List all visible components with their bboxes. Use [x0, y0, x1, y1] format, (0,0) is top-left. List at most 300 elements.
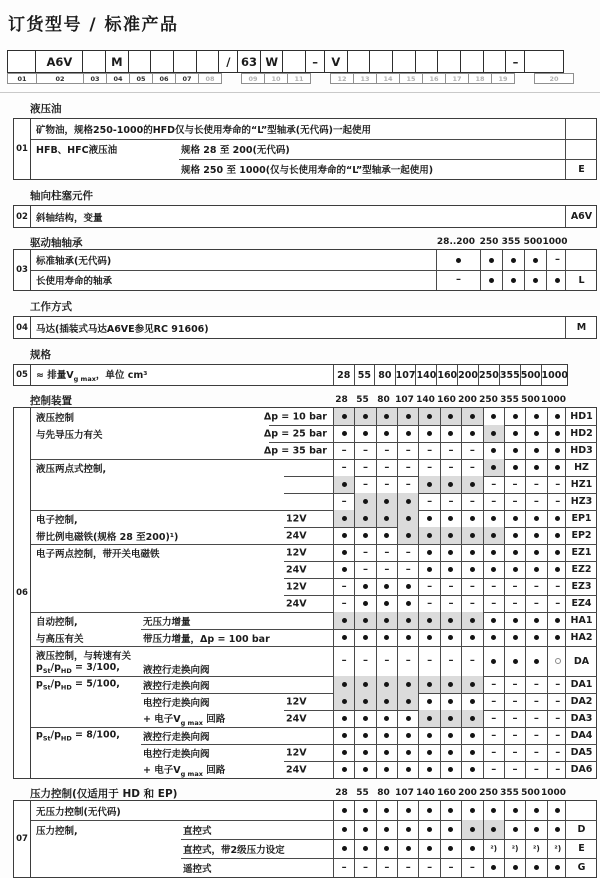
dot-icon [513, 465, 518, 470]
dash-icon: – [469, 861, 475, 873]
position-number: 02 [36, 73, 84, 84]
matrix-cell [440, 510, 461, 527]
table-row [31, 159, 597, 179]
row-sublabel: 规格 250 至 1000(仅与长使用寿命的“L”型轴承一起使用) [181, 165, 434, 176]
order-code-box-label: M [111, 54, 123, 69]
column-header: 28..200 [436, 236, 476, 247]
position-number: 18 [468, 73, 492, 84]
column-header: 107 [395, 787, 414, 798]
code-cell: G [565, 858, 597, 877]
matrix-cell [461, 544, 482, 561]
size-column-headers [434, 235, 566, 248]
dot-icon [491, 533, 496, 538]
dot-icon [491, 431, 496, 436]
matrix-cell [440, 629, 461, 646]
matrix-cell [461, 761, 482, 778]
row-label: 无压力控制(无代码) [36, 806, 121, 818]
circle-icon [555, 658, 561, 664]
order-code-box-label: / [226, 54, 231, 69]
section-title: 压力控制(仅适用于 HD 和 EP) [30, 788, 178, 800]
code-cell: HD2 [565, 425, 597, 442]
matrix-cell [504, 510, 525, 527]
order-code-box [237, 50, 261, 73]
dash-icon: – [533, 678, 539, 690]
dot-icon [384, 618, 389, 623]
dot-icon [534, 618, 539, 623]
dash-icon: – [555, 580, 561, 592]
matrix-cell [418, 493, 439, 510]
matrix-cell [483, 493, 504, 510]
table-row [31, 442, 597, 459]
dot-icon [363, 499, 368, 504]
table-row [31, 139, 597, 159]
dash-icon: – [555, 729, 561, 741]
table-row [31, 629, 597, 646]
dot-icon [406, 699, 411, 704]
matrix-cell [376, 527, 397, 544]
matrix-cell [376, 839, 397, 858]
dash-icon: – [427, 444, 433, 456]
code-cell: EZ4 [565, 595, 597, 612]
dot-icon [513, 414, 518, 419]
matrix-cell [333, 578, 354, 595]
matrix-cell [397, 820, 418, 839]
matrix-cell [354, 408, 375, 425]
position-number: 04 [106, 73, 130, 84]
matrix-cell [397, 693, 418, 710]
matrix-cell [418, 442, 439, 459]
dot-icon [534, 465, 539, 470]
column-header: 107 [395, 394, 414, 405]
matrix-cell [504, 761, 525, 778]
dot-icon [448, 567, 453, 572]
dot-icon [555, 516, 560, 521]
dot-icon [342, 716, 347, 721]
dot-icon [384, 716, 389, 721]
dot-icon [555, 865, 560, 870]
column-header: 200 [458, 394, 477, 405]
size-cell: 107 [395, 365, 416, 385]
order-code-box-label: – [312, 54, 319, 69]
availability-cells [333, 425, 568, 442]
matrix-cell [376, 476, 397, 493]
matrix-cell [397, 858, 418, 877]
row-sublabel: Δp = 10 bar [263, 411, 327, 422]
matrix-cell [333, 761, 354, 778]
section-title: 工作方式 [30, 301, 72, 313]
matrix-cell [504, 544, 525, 561]
dot-icon [470, 750, 475, 755]
matrix-cell [525, 629, 546, 646]
matrix-cell [504, 578, 525, 595]
row-sublabel: 带压力增量，Δp = 100 bar [143, 633, 270, 645]
dot-icon [363, 584, 368, 589]
matrix-cell [376, 646, 397, 676]
dot-icon [470, 414, 475, 419]
matrix-cell [376, 408, 397, 425]
dash-icon: – [384, 546, 390, 558]
order-code-box-label: A6V [46, 54, 73, 69]
matrix-cell [376, 744, 397, 761]
order-code-box [524, 50, 564, 73]
column-header: 160 [437, 787, 456, 798]
matrix-cell [333, 476, 354, 493]
matrix-cell [436, 270, 480, 290]
matrix-cell [504, 858, 525, 877]
dash-icon: – [448, 580, 454, 592]
matrix-cell [483, 676, 504, 693]
dash-icon: – [533, 746, 539, 758]
matrix-cell [483, 693, 504, 710]
availability-cells [333, 858, 568, 877]
dot-icon [491, 827, 496, 832]
footnote-2-marker: ²) [490, 843, 498, 853]
matrix-cell [333, 693, 354, 710]
row-label: HFB、HFC液压油 [36, 145, 118, 156]
voltage-label: 12V [286, 581, 307, 592]
dot-icon [342, 733, 347, 738]
column-header: 200 [458, 787, 477, 798]
table-row [31, 676, 597, 693]
code-cell [565, 250, 597, 270]
dot-icon [491, 808, 496, 813]
dot-icon [342, 550, 347, 555]
section-table [13, 205, 597, 228]
matrix-cell [418, 761, 439, 778]
position-number: 20 [534, 73, 574, 84]
matrix-cell [354, 820, 375, 839]
dot-icon [448, 482, 453, 487]
section-number: 02 [14, 206, 31, 227]
separator-box [505, 50, 525, 73]
matrix-cell [504, 727, 525, 744]
matrix-cell [418, 544, 439, 561]
matrix-cell [376, 801, 397, 820]
size-cell: 55 [354, 365, 375, 385]
dot-icon [406, 431, 411, 436]
matrix-cell [333, 612, 354, 629]
matrix-cell [418, 459, 439, 476]
divider-rule [0, 92, 600, 93]
dot-icon [491, 448, 496, 453]
dash-icon: – [555, 746, 561, 758]
position-number: 01 [7, 73, 37, 84]
size-cell: 355 [499, 365, 520, 385]
matrix-cell [333, 839, 354, 858]
dot-icon [534, 827, 539, 832]
matrix-cell [440, 459, 461, 476]
column-header: 355 [500, 394, 519, 405]
matrix-cell [397, 676, 418, 693]
availability-cells [333, 510, 568, 527]
dot-icon [513, 431, 518, 436]
dash-icon: – [491, 580, 497, 592]
section-title: 规格 [30, 349, 51, 361]
table-row [31, 612, 597, 629]
matrix-cell [525, 459, 546, 476]
matrix-cell [461, 801, 482, 820]
section-number: 04 [14, 317, 31, 338]
order-code-strip [8, 50, 600, 73]
dot-icon [489, 278, 494, 283]
matrix-cell [418, 710, 439, 727]
dot-icon [384, 699, 389, 704]
dot-icon [513, 635, 518, 640]
matrix-cell [440, 710, 461, 727]
table-row [31, 119, 597, 139]
dot-icon [406, 516, 411, 521]
row-separator [179, 159, 597, 160]
row-sublabel: 电控行走换向阀 [143, 748, 210, 760]
dot-icon [470, 716, 475, 721]
dot-icon [427, 431, 432, 436]
matrix-cell [525, 442, 546, 459]
dot-icon [406, 716, 411, 721]
matrix-cell [354, 459, 375, 476]
dot-icon [448, 716, 453, 721]
matrix-cell [440, 612, 461, 629]
dash-icon: – [533, 729, 539, 741]
matrix-cell [504, 459, 525, 476]
matrix-cell [333, 744, 354, 761]
matrix-cell [333, 727, 354, 744]
dot-icon [363, 733, 368, 738]
dot-icon [448, 533, 453, 538]
code-cell: EZ3 [565, 578, 597, 595]
matrix-cell [354, 710, 375, 727]
order-code-box [105, 50, 129, 73]
code-cell: DA2 [565, 693, 597, 710]
dash-icon: – [469, 580, 475, 592]
matrix-cell [333, 493, 354, 510]
order-code-box [150, 50, 174, 73]
matrix-cell [440, 442, 461, 459]
matrix-cell [397, 476, 418, 493]
dot-icon [427, 750, 432, 755]
column-header: 500 [521, 787, 540, 798]
matrix-cell [525, 578, 546, 595]
dash-icon: – [491, 729, 497, 741]
row-label: 马达(插装式马达A6VE参见RC 91606) [36, 323, 209, 335]
size-cells [333, 365, 568, 385]
position-number: 03 [83, 73, 107, 84]
dot-icon [406, 767, 411, 772]
matrix-cell [483, 459, 504, 476]
dot-icon [427, 699, 432, 704]
matrix-cell [333, 676, 354, 693]
dot-icon [342, 767, 347, 772]
column-header: 250 [479, 787, 498, 798]
matrix-cell [525, 761, 546, 778]
dot-icon [513, 659, 518, 664]
table-row [31, 270, 597, 290]
dot-icon [363, 716, 368, 721]
column-header: 1000 [541, 394, 567, 405]
matrix-cell [483, 561, 504, 578]
matrix-cell [418, 612, 439, 629]
size-cell: 160 [436, 365, 457, 385]
dash-icon: – [512, 478, 518, 490]
matrix-cell [354, 727, 375, 744]
size-cell: 1000 [541, 365, 568, 385]
row-label: 液压控制 [36, 412, 75, 424]
code-cell: DA [565, 646, 597, 676]
matrix-cell [504, 595, 525, 612]
matrix-cell [354, 544, 375, 561]
separator-box [305, 50, 325, 73]
matrix-cell [483, 612, 504, 629]
matrix-cell [525, 476, 546, 493]
matrix-cell [333, 646, 354, 676]
matrix-cell [397, 801, 418, 820]
dash-icon: – [555, 254, 560, 265]
row-label: ≈ 排量$V_{g max}$，单位 cm³ [36, 370, 148, 383]
dot-icon [555, 431, 560, 436]
matrix-cell [397, 442, 418, 459]
matrix-cell [418, 510, 439, 527]
dot-icon [448, 733, 453, 738]
matrix-cell [397, 710, 418, 727]
dash-icon: – [384, 563, 390, 575]
matrix-cell [376, 459, 397, 476]
dot-icon [555, 567, 560, 572]
section-title: 控制装置 [30, 395, 72, 407]
dot-icon [384, 733, 389, 738]
matrix-cell [461, 727, 482, 744]
matrix-cell [354, 595, 375, 612]
order-code-box-label: V [331, 54, 341, 69]
dash-icon: – [448, 495, 454, 507]
dot-icon [448, 767, 453, 772]
dot-icon [448, 516, 453, 521]
dash-icon: – [533, 712, 539, 724]
dot-icon [384, 808, 389, 813]
matrix-cell [397, 425, 418, 442]
dot-icon [384, 846, 389, 851]
section-table [13, 118, 597, 180]
dot-icon [384, 635, 389, 640]
column-header: 140 [416, 787, 435, 798]
row-sublabel: 直控式 [183, 825, 212, 837]
dash-icon: – [555, 597, 561, 609]
matrix-cell [376, 693, 397, 710]
matrix-cell [461, 820, 482, 839]
dash-icon: – [405, 478, 411, 490]
dash-icon: – [512, 597, 518, 609]
matrix-cell [440, 693, 461, 710]
matrix-cell [525, 801, 546, 820]
dot-icon [363, 808, 368, 813]
matrix-cell [461, 561, 482, 578]
dash-icon: – [533, 763, 539, 775]
voltage-label: 12V [286, 747, 307, 758]
section-axial-piston-unit [0, 188, 600, 228]
matrix-cell [333, 820, 354, 839]
dash-icon: – [555, 678, 561, 690]
matrix-cell [333, 629, 354, 646]
dash-icon: – [512, 695, 518, 707]
matrix-cell [440, 544, 461, 561]
table-row [31, 527, 597, 544]
matrix-cell [418, 820, 439, 839]
row-label: $p_{St}/p_{HD} = 5/100$, [36, 678, 120, 691]
dash-icon: – [448, 597, 454, 609]
order-code-box [392, 50, 416, 73]
section-table [13, 316, 597, 339]
matrix-cell [376, 493, 397, 510]
dot-icon [406, 733, 411, 738]
position-number: 16 [422, 73, 446, 84]
matrix-cell [483, 710, 504, 727]
dot-icon [406, 499, 411, 504]
dash-icon: – [448, 861, 454, 873]
matrix-cell [525, 727, 546, 744]
dot-icon [489, 258, 494, 263]
matrix-cell [397, 727, 418, 744]
dot-icon [534, 567, 539, 572]
matrix-cell [397, 493, 418, 510]
dot-icon [427, 635, 432, 640]
matrix-cell [333, 442, 354, 459]
table-row [31, 408, 597, 425]
matrix-cell [440, 761, 461, 778]
number-gap [222, 73, 242, 84]
matrix-cell [483, 646, 504, 676]
dash-icon: – [469, 444, 475, 456]
dot-icon [363, 846, 368, 851]
dot-icon [406, 808, 411, 813]
availability-cells [333, 820, 568, 839]
size-column-headers [331, 393, 566, 406]
matrix-cell [418, 646, 439, 676]
section-header [13, 235, 597, 248]
size-row [31, 365, 568, 385]
matrix-cell [461, 612, 482, 629]
matrix-cell [354, 510, 375, 527]
section-title: 轴向柱塞元件 [30, 190, 93, 202]
voltage-label: 12V [286, 696, 307, 707]
matrix-cell [354, 442, 375, 459]
code-cell: EP1 [565, 510, 597, 527]
dot-icon [406, 584, 411, 589]
matrix-cell [502, 250, 524, 270]
dot-icon [470, 827, 475, 832]
matrix-cell [504, 442, 525, 459]
dot-icon [511, 278, 516, 283]
position-number: 14 [376, 73, 400, 84]
matrix-cell [480, 270, 502, 290]
dot-icon [534, 533, 539, 538]
code-cell: HZ [565, 459, 597, 476]
availability-cells [333, 727, 568, 744]
dot-icon [342, 516, 347, 521]
dash-icon: – [448, 444, 454, 456]
row-sublabel: 规格 28 至 200(无代码) [181, 145, 290, 156]
code-cell: HZ3 [565, 493, 597, 510]
matrix-cell [376, 820, 397, 839]
table-row [31, 317, 597, 338]
dot-icon [342, 533, 347, 538]
dot-icon [555, 278, 560, 283]
section-table [13, 407, 597, 779]
section-size [0, 347, 600, 386]
dot-icon [470, 733, 475, 738]
order-code-box [35, 50, 83, 73]
matrix-cell [418, 744, 439, 761]
matrix-cell [504, 612, 525, 629]
dash-icon: – [491, 763, 497, 775]
matrix-cell [461, 595, 482, 612]
